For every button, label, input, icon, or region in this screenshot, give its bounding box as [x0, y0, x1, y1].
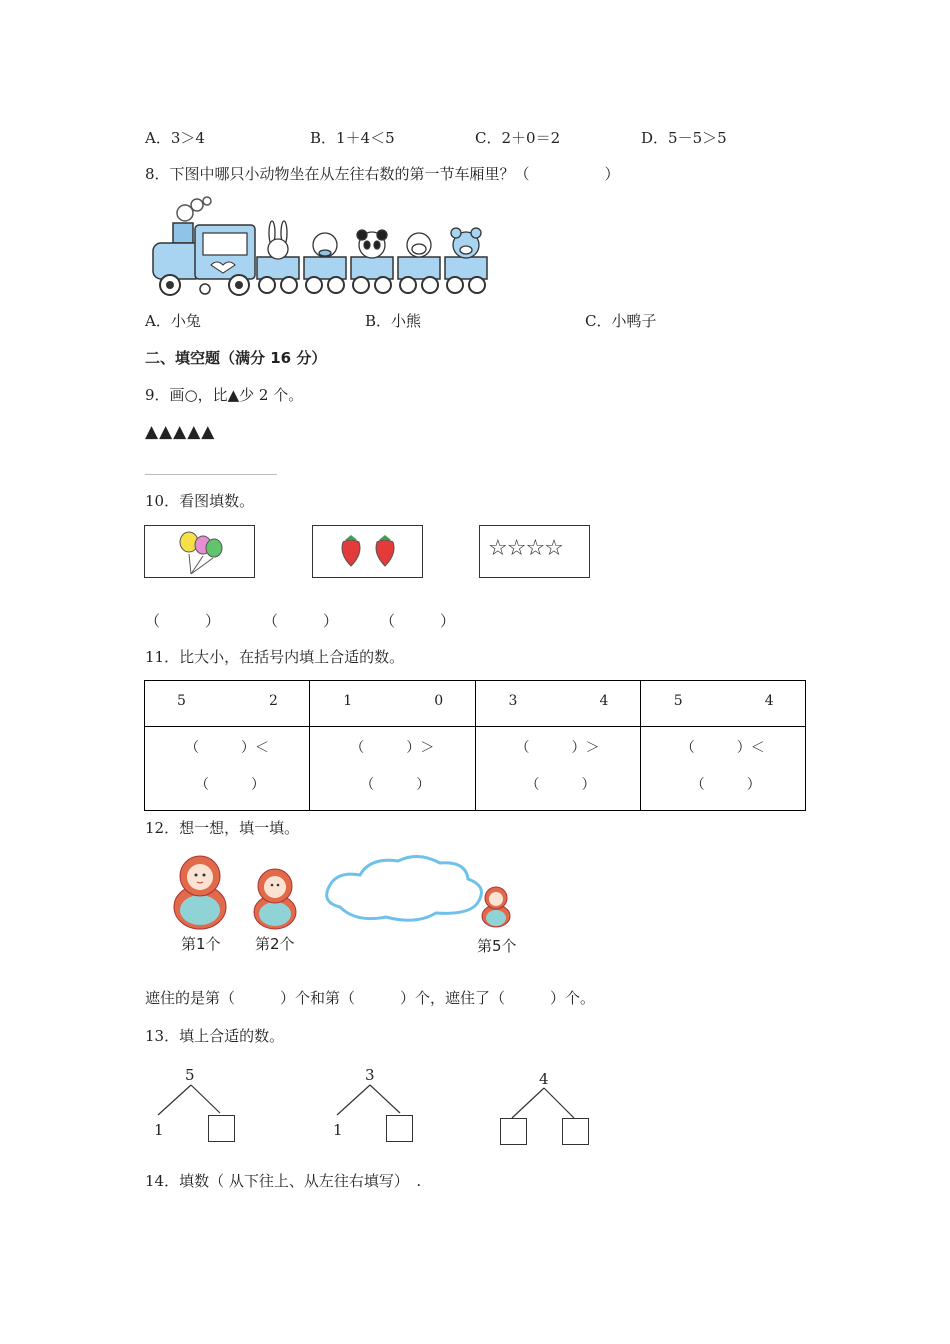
compare-right-number: 4 — [599, 693, 609, 709]
tree1-right-box[interactable] — [208, 1115, 235, 1142]
q14-question: 14．填数（ 从下往上、从左往右填写） . — [145, 1172, 422, 1190]
tree1-left-number: 1 — [154, 1121, 164, 1139]
tree1-top-number: 5 — [185, 1066, 195, 1084]
doll-2-icon — [254, 869, 296, 929]
doll-5-label: 第5个 — [477, 937, 517, 955]
q8-option-c: C．小鸭子 — [585, 312, 657, 330]
tree2-top-number: 3 — [365, 1066, 375, 1084]
cloud-icon — [327, 856, 482, 920]
doll-1-label: 第1个 — [181, 935, 221, 953]
tree3-left-box[interactable] — [500, 1118, 527, 1145]
q8-question: 8．下图中哪只小动物坐在从左往右数的第一节车厢里？（ ） — [145, 165, 620, 183]
compare-cell-bottom — [475, 727, 640, 811]
q8-option-b: B．小熊 — [365, 312, 422, 330]
q12-question: 12．想一想，填一填。 — [145, 819, 300, 837]
section-title: 二、填空题（满分 16 分） — [145, 349, 327, 367]
tree2-right-box[interactable] — [386, 1115, 413, 1142]
compare-cell-top — [640, 681, 805, 727]
q10-question: 10．看图填数。 — [145, 492, 255, 510]
strawberry-icon — [313, 526, 422, 577]
compare-left-number: 5 — [673, 693, 683, 709]
compare-cell-bottom — [145, 727, 310, 811]
stars-box — [479, 525, 590, 578]
compare-blank-line1[interactable]: （ ）＜ — [185, 740, 269, 756]
q9-question: 9．画○，比▲少 2 个。 — [145, 386, 304, 404]
compare-left-number: 5 — [177, 693, 186, 709]
q9-answer-line — [145, 474, 277, 475]
q9-triangles: ▲▲▲▲▲ — [145, 422, 216, 442]
compare-cell-bottom — [310, 727, 475, 811]
q13-question: 13．填上合适的数。 — [145, 1027, 285, 1045]
stars-icon: ☆☆☆☆ — [488, 536, 563, 561]
q12-answer: 遮住的是第（ ）个和第（ ）个，遮住了（ ）个。 — [145, 989, 596, 1007]
compare-table — [144, 680, 806, 811]
tree3-top-number: 4 — [539, 1070, 549, 1088]
balloon-box — [144, 525, 255, 578]
tree3-right-box[interactable] — [562, 1118, 589, 1145]
compare-cell-top — [310, 681, 475, 727]
tree2-left-number: 1 — [333, 1121, 343, 1139]
q10-blank-3[interactable]: （ ） — [380, 612, 456, 630]
nesting-dolls-illustration — [165, 852, 525, 932]
q7-option-d: D．5－5＞5 — [641, 129, 727, 147]
compare-right-number: 4 — [764, 693, 774, 709]
q7-option-a: A．3＞4 — [145, 129, 205, 147]
compare-blank-line1[interactable]: （ ）＞ — [515, 740, 600, 756]
compare-blank-line2[interactable]: （ ） — [360, 777, 431, 793]
compare-left-number: 3 — [508, 693, 518, 709]
compare-left-number: 1 — [343, 693, 353, 709]
compare-cell-top — [475, 681, 640, 727]
doll-1-icon — [174, 856, 226, 929]
compare-right-number: 2 — [269, 693, 278, 709]
q10-blank-1[interactable]: （ ） — [145, 612, 221, 630]
q8-option-a: A．小兔 — [145, 312, 201, 330]
compare-blank-line1[interactable]: （ ）＞ — [350, 740, 435, 756]
compare-blank-line2[interactable]: （ ） — [525, 777, 596, 793]
balloons-icon — [145, 526, 254, 577]
compare-right-number: 0 — [434, 693, 444, 709]
q10-blank-2[interactable]: （ ） — [263, 612, 339, 630]
strawberry-box — [312, 525, 423, 578]
q7-option-b: B．1＋4＜5 — [310, 129, 395, 147]
train-illustration — [145, 195, 500, 300]
doll-2-label: 第2个 — [255, 935, 295, 953]
compare-cell-bottom — [640, 727, 805, 811]
compare-blank-line1[interactable]: （ ）＜ — [680, 740, 765, 756]
compare-blank-line2[interactable]: （ ） — [690, 777, 761, 793]
q7-option-c: C．2＋0＝2 — [475, 129, 561, 147]
q11-question: 11．比大小，在括号内填上合适的数。 — [145, 648, 405, 666]
compare-blank-line2[interactable]: （ ） — [195, 777, 265, 793]
compare-cell-top — [145, 681, 310, 727]
doll-5-icon — [482, 887, 510, 927]
